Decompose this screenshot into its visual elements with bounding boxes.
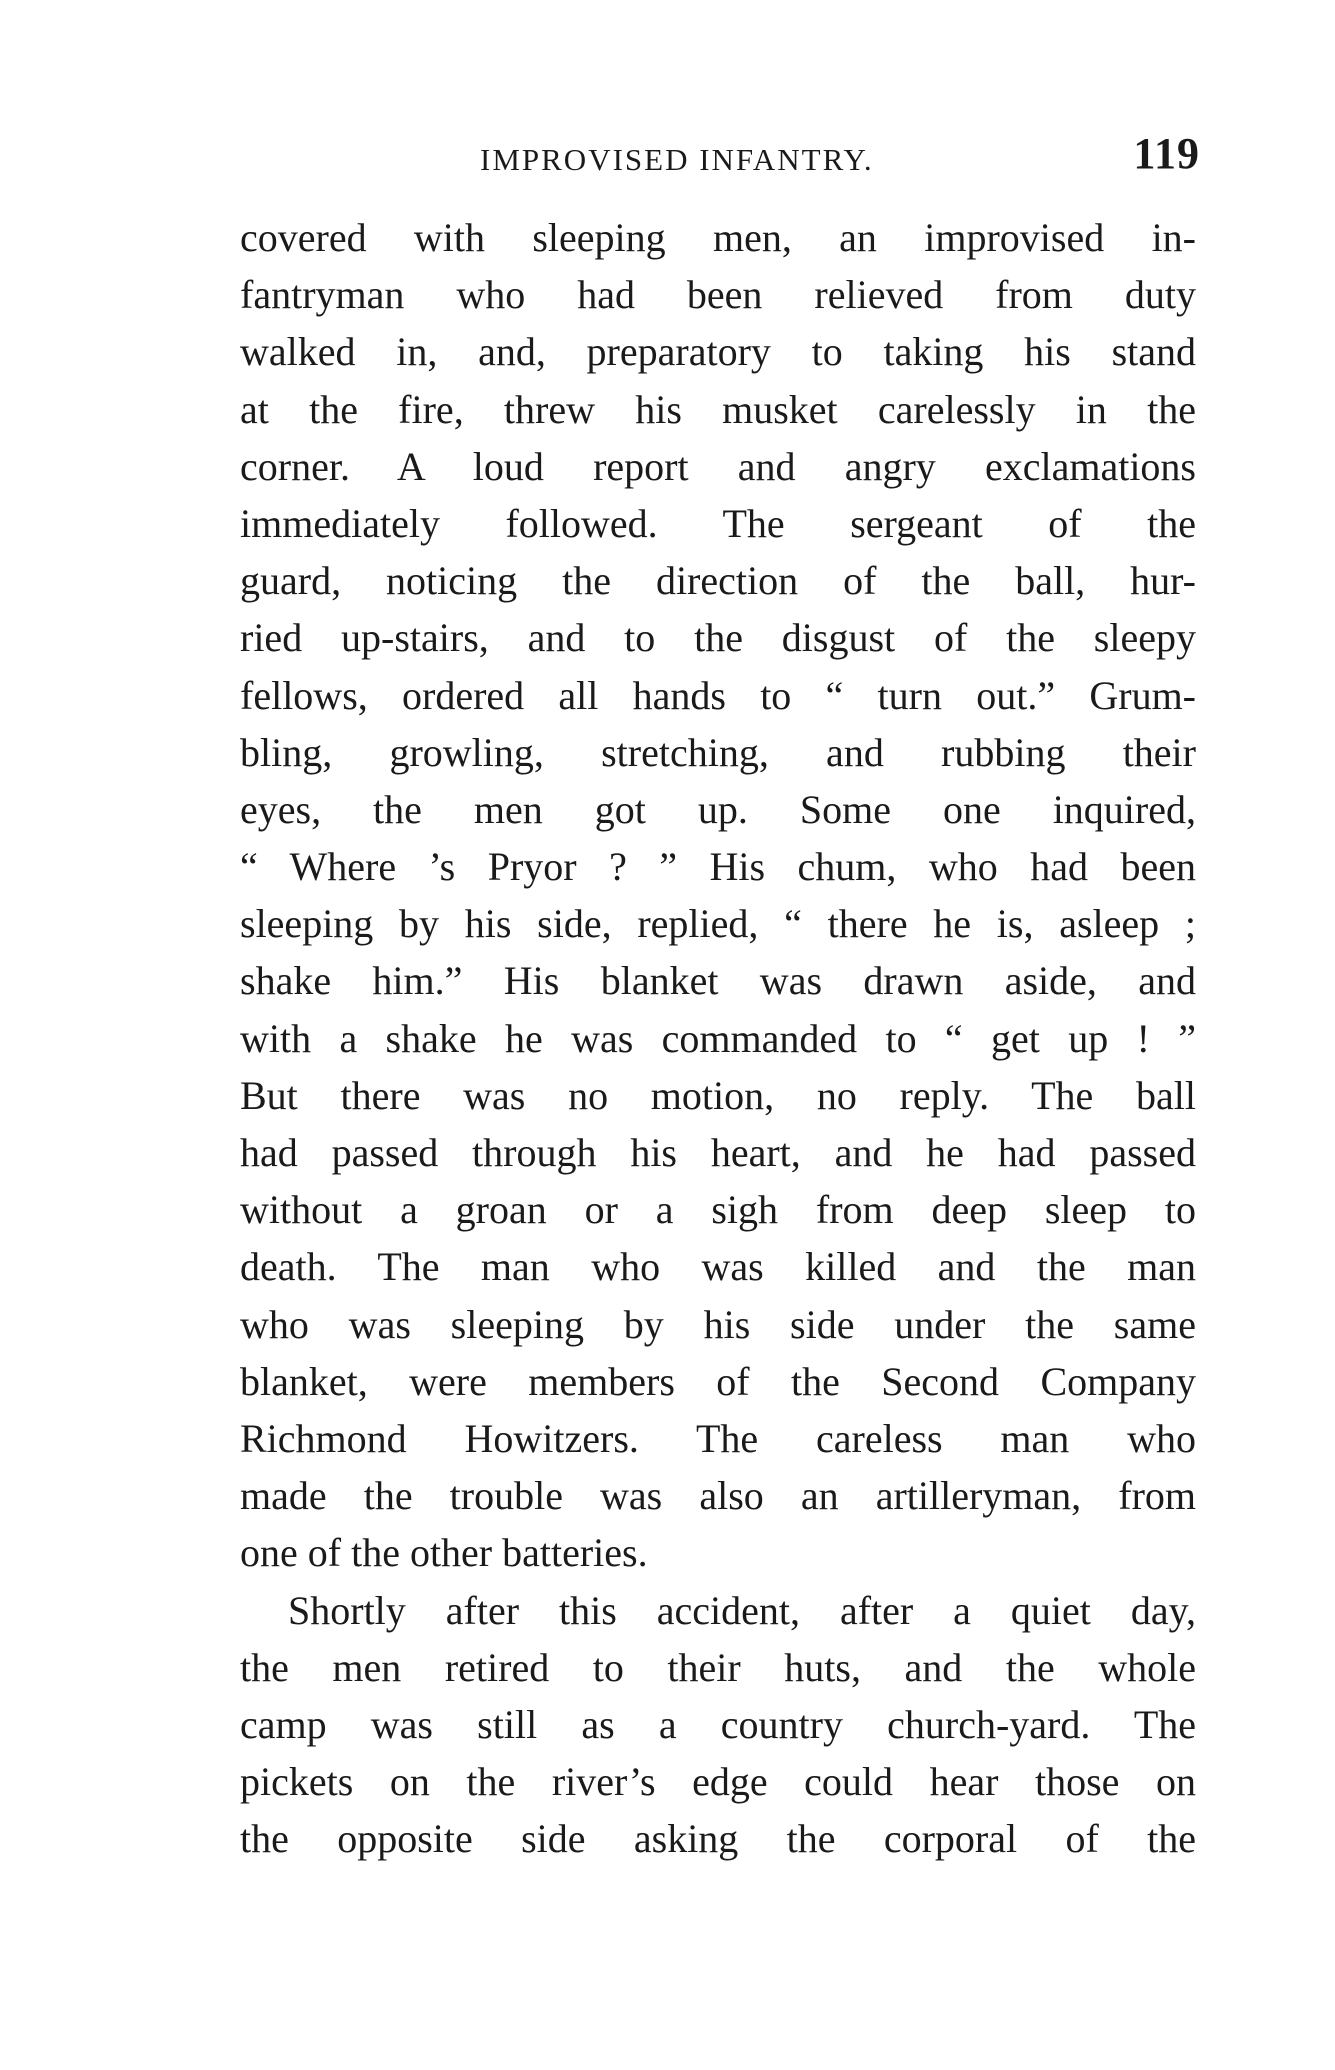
text-line: had passed through his heart, and he had passed — [240, 1130, 1196, 1175]
text-line: But there was no motion, no reply. The ball — [240, 1072, 1196, 1118]
paragraph-end-line: one of the other batteries. — [240, 1530, 648, 1576]
text-line: fantryman who had been relieved from duty — [240, 272, 1196, 318]
text-line: guard, noticing the direction of the ball, hur- — [240, 558, 1196, 604]
text-line: with a shake he was commanded to “ get up ! ” — [240, 1015, 1196, 1061]
text-line: the men retired to their huts, and the whole — [240, 1644, 1196, 1690]
text-line: death. The man who was killed and the man — [240, 1244, 1196, 1290]
running-head — [480, 128, 1200, 188]
text-line: immediately followed. The sergeant of the — [240, 500, 1196, 546]
text-line: fellows, ordered all hands to “ turn out.” Grum- — [240, 672, 1196, 718]
body-text — [240, 209, 1196, 1867]
text-line: shake him.” His blanket was drawn aside, and — [240, 958, 1196, 1004]
text-line: at the fire, threw his musket carelessly in the — [240, 386, 1196, 432]
text-line: blanket, were members of the Second Company — [240, 1358, 1196, 1404]
page-number: 119 — [1133, 129, 1200, 178]
text-line: eyes, the men got up. Some one inquired, — [240, 786, 1196, 832]
text-line: ried up-stairs, and to the disgust of the sleepy — [240, 615, 1196, 661]
text-line: covered with sleeping men, an improvised in- — [240, 215, 1196, 260]
text-line: without a groan or a sigh from deep sleep to — [240, 1187, 1196, 1233]
text-line: the opposite side asking the corporal of the — [240, 1816, 1196, 1862]
text-line: “ Where ’s Pryor ? ” His chum, who had been — [240, 844, 1196, 890]
text-line: camp was still as a country church-yard. The — [240, 1701, 1196, 1747]
text-line: bling, growling, stretching, and rubbing their — [240, 729, 1196, 775]
text-line: walked in, and, preparatory to taking his stand — [240, 329, 1196, 375]
text-line: made the trouble was also an artilleryman, from — [240, 1473, 1196, 1519]
text-line: sleeping by his side, replied, “ there he is, asleep ; — [240, 901, 1196, 947]
text-line: Richmond Howitzers. The careless man who — [240, 1415, 1196, 1461]
text-line: corner. A loud report and angry exclamations — [240, 443, 1196, 489]
paragraph-start-line: Shortly after this accident, after a quiet day, — [288, 1587, 1196, 1633]
text-line: who was sleeping by his side under the same — [240, 1301, 1196, 1347]
running-title: IMPROVISED INFANTRY. — [480, 142, 874, 177]
text-line: pickets on the river’s edge could hear those on — [240, 1759, 1196, 1805]
